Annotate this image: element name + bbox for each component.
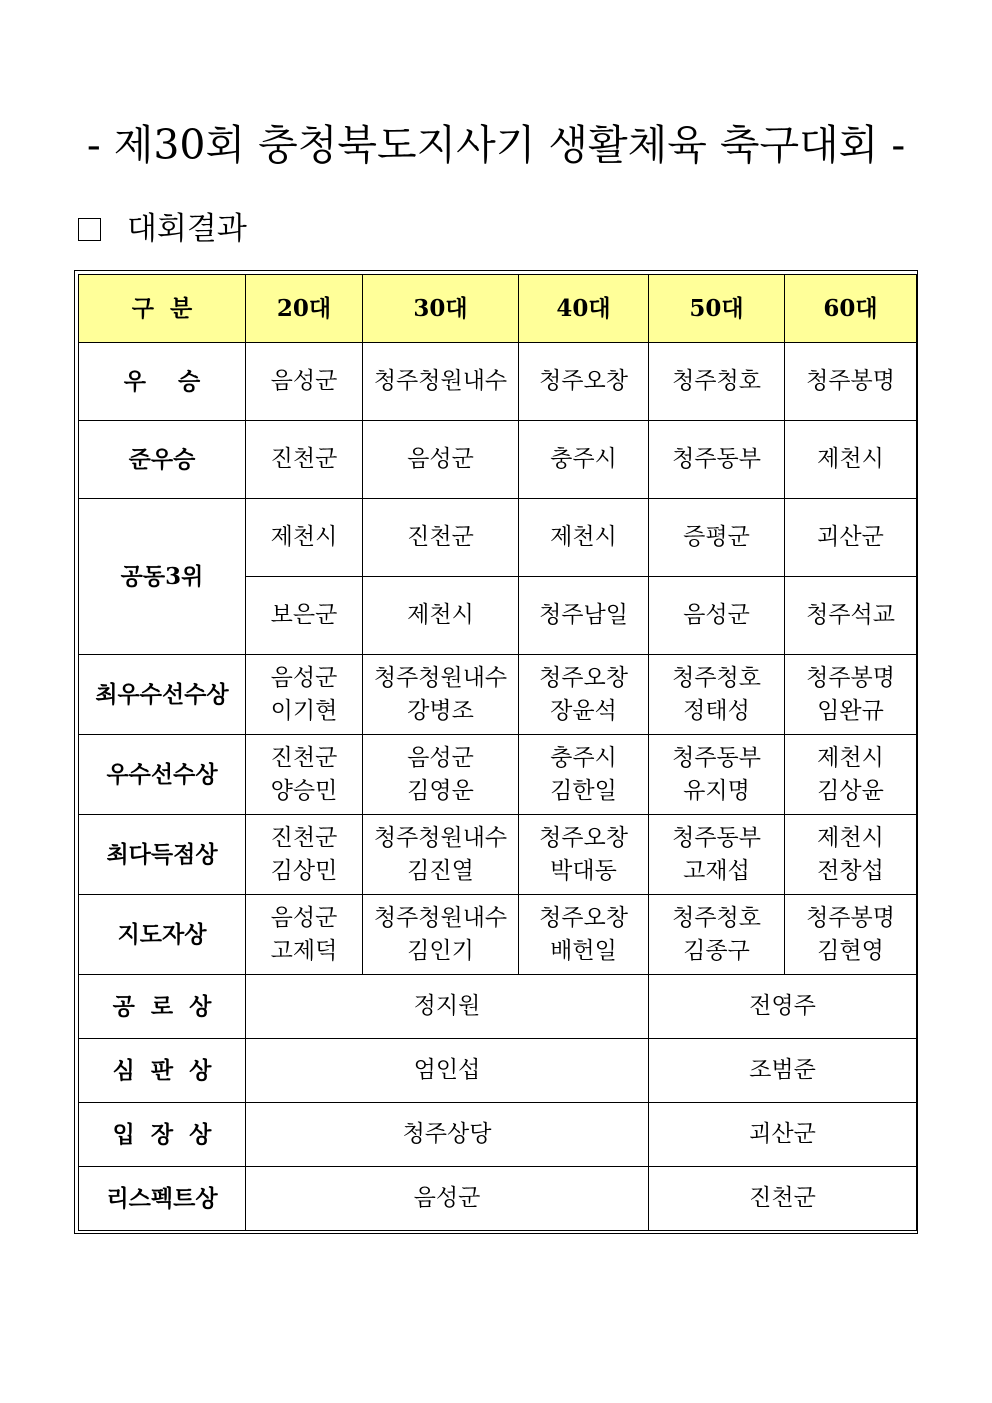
result-cell: 청주동부 bbox=[649, 421, 785, 499]
award-cell bbox=[246, 895, 363, 975]
person-name: 전창섭 bbox=[817, 857, 884, 884]
team-name: 청주동부 bbox=[672, 824, 761, 851]
person-name: 박대동 bbox=[550, 857, 617, 884]
result-cell: 청주청원내수 bbox=[363, 343, 519, 421]
table-row bbox=[79, 655, 917, 735]
person-name: 김인기 bbox=[407, 937, 474, 964]
row-label: 공 로 상 bbox=[79, 975, 246, 1039]
team-name: 청주동부 bbox=[672, 744, 761, 771]
award-cell bbox=[519, 895, 649, 975]
header-50s: 50대 bbox=[649, 275, 785, 343]
award-cell bbox=[785, 895, 917, 975]
team-name: 진천군 bbox=[270, 824, 338, 851]
winner-cell: 진천군 bbox=[649, 1167, 917, 1231]
award-cell bbox=[363, 895, 519, 975]
team-name: 청주청원내수 bbox=[373, 824, 508, 851]
award-cell bbox=[246, 735, 363, 815]
result-cell: 청주남일 bbox=[519, 577, 649, 655]
person-name: 김상윤 bbox=[817, 777, 884, 804]
award-cell bbox=[649, 655, 785, 735]
winner-cell: 청주상당 bbox=[246, 1103, 649, 1167]
results-table-frame bbox=[74, 270, 918, 1234]
person-name: 배헌일 bbox=[550, 937, 617, 964]
team-name: 청주청호 bbox=[672, 664, 761, 691]
result-cell: 제천시 bbox=[519, 499, 649, 577]
table-row bbox=[79, 1103, 917, 1167]
winner-cell: 조범준 bbox=[649, 1039, 917, 1103]
team-name: 음성군 bbox=[270, 664, 338, 691]
person-name: 정태성 bbox=[683, 697, 750, 724]
award-cell bbox=[649, 895, 785, 975]
table-row bbox=[79, 1039, 917, 1103]
person-name: 임완규 bbox=[817, 697, 884, 724]
person-name: 김현영 bbox=[817, 937, 884, 964]
row-label: 입 장 상 bbox=[79, 1103, 246, 1167]
person-name: 김종구 bbox=[683, 937, 750, 964]
section-heading bbox=[78, 206, 247, 252]
result-cell: 청주석교 bbox=[785, 577, 917, 655]
team-name: 제천시 bbox=[817, 744, 884, 771]
person-name: 양승민 bbox=[270, 777, 338, 804]
person-name: 유지명 bbox=[683, 777, 750, 804]
winner-cell: 엄인섭 bbox=[246, 1039, 649, 1103]
header-category: 구 분 bbox=[79, 275, 246, 343]
result-cell: 음성군 bbox=[246, 343, 363, 421]
team-name: 음성군 bbox=[407, 744, 474, 771]
result-cell: 증평군 bbox=[649, 499, 785, 577]
table-row bbox=[79, 499, 917, 577]
person-name: 김영운 bbox=[407, 777, 474, 804]
results-table bbox=[78, 274, 917, 1231]
award-cell bbox=[246, 815, 363, 895]
team-name: 청주청원내수 bbox=[373, 904, 508, 931]
team-name: 청주청호 bbox=[672, 904, 761, 931]
award-cell bbox=[785, 815, 917, 895]
result-cell: 청주봉명 bbox=[785, 343, 917, 421]
person-name: 김상민 bbox=[270, 857, 338, 884]
award-cell bbox=[246, 655, 363, 735]
section-title: 대회결과 bbox=[127, 211, 247, 247]
team-name: 청주오창 bbox=[539, 824, 628, 851]
table-row bbox=[79, 735, 917, 815]
document-title: - 제30회 충청북도지사기 생활체육 축구대회 - bbox=[86, 121, 906, 169]
result-cell: 진천군 bbox=[246, 421, 363, 499]
result-cell: 청주오창 bbox=[519, 343, 649, 421]
table-row bbox=[79, 815, 917, 895]
team-name: 청주봉명 bbox=[806, 664, 895, 691]
winner-cell: 음성군 bbox=[246, 1167, 649, 1231]
winner-cell: 정지원 bbox=[246, 975, 649, 1039]
award-cell bbox=[519, 735, 649, 815]
award-cell bbox=[519, 655, 649, 735]
row-label: 리스펙트상 bbox=[79, 1167, 246, 1231]
team-name: 청주청원내수 bbox=[373, 664, 508, 691]
award-cell bbox=[649, 735, 785, 815]
result-cell: 음성군 bbox=[363, 421, 519, 499]
row-label: 우수선수상 bbox=[79, 735, 246, 815]
row-label: 준우승 bbox=[79, 421, 246, 499]
row-label: 지도자상 bbox=[79, 895, 246, 975]
table-row bbox=[79, 975, 917, 1039]
header-30s: 30대 bbox=[363, 275, 519, 343]
person-name: 강병조 bbox=[407, 697, 474, 724]
result-cell: 청주청호 bbox=[649, 343, 785, 421]
award-cell bbox=[785, 735, 917, 815]
award-cell bbox=[649, 815, 785, 895]
row-label: 공동3위 bbox=[79, 499, 246, 655]
team-name: 음성군 bbox=[270, 904, 338, 931]
result-cell: 괴산군 bbox=[785, 499, 917, 577]
result-cell: 제천시 bbox=[785, 421, 917, 499]
result-cell: 음성군 bbox=[649, 577, 785, 655]
row-label: 최우수선수상 bbox=[79, 655, 246, 735]
header-60s: 60대 bbox=[785, 275, 917, 343]
checkbox-square-icon bbox=[78, 218, 101, 241]
table-row bbox=[79, 1167, 917, 1231]
row-label: 최다득점상 bbox=[79, 815, 246, 895]
award-cell bbox=[519, 815, 649, 895]
row-label: 심 판 상 bbox=[79, 1039, 246, 1103]
table-row bbox=[79, 421, 917, 499]
person-name: 김진열 bbox=[407, 857, 474, 884]
award-cell bbox=[785, 655, 917, 735]
team-name: 청주오창 bbox=[539, 904, 628, 931]
team-name: 제천시 bbox=[817, 824, 884, 851]
person-name: 고제덕 bbox=[270, 937, 338, 964]
winner-cell: 전영주 bbox=[649, 975, 917, 1039]
table-row bbox=[79, 343, 917, 421]
team-name: 청주봉명 bbox=[806, 904, 895, 931]
award-cell bbox=[363, 735, 519, 815]
winner-cell: 괴산군 bbox=[649, 1103, 917, 1167]
person-name: 고재섭 bbox=[683, 857, 750, 884]
row-label: 우 승 bbox=[79, 343, 246, 421]
team-name: 진천군 bbox=[270, 744, 338, 771]
person-name: 이기현 bbox=[270, 697, 338, 724]
table-row bbox=[79, 895, 917, 975]
team-name: 충주시 bbox=[550, 744, 617, 771]
award-cell bbox=[363, 815, 519, 895]
result-cell: 제천시 bbox=[246, 499, 363, 577]
team-name: 청주오창 bbox=[539, 664, 628, 691]
table-header-row bbox=[79, 275, 917, 343]
person-name: 김한일 bbox=[550, 777, 617, 804]
award-cell bbox=[363, 655, 519, 735]
result-cell: 충주시 bbox=[519, 421, 649, 499]
result-cell: 진천군 bbox=[363, 499, 519, 577]
header-40s: 40대 bbox=[519, 275, 649, 343]
result-cell: 제천시 bbox=[363, 577, 519, 655]
result-cell: 보은군 bbox=[246, 577, 363, 655]
header-20s: 20대 bbox=[246, 275, 363, 343]
person-name: 장윤석 bbox=[550, 697, 617, 724]
